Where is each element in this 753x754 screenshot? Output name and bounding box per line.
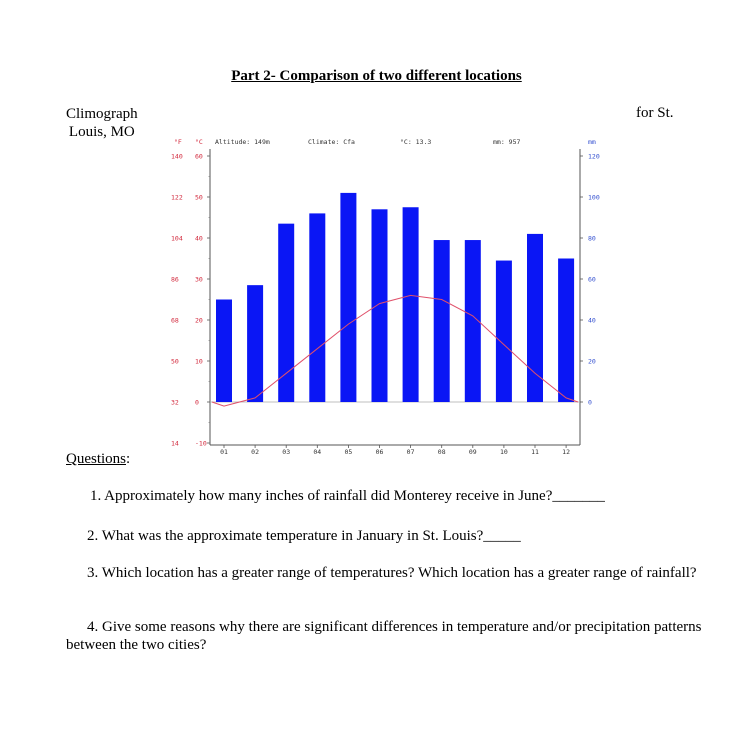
climograph-caption-right: for St.: [636, 105, 674, 121]
precip-bar-08: [434, 240, 450, 402]
x-tick-label: 02: [251, 448, 260, 456]
precip-bar-06: [372, 209, 388, 402]
x-tick-label: 04: [313, 448, 322, 456]
tick-label-mm: 120: [588, 152, 600, 161]
x-tick-label: 07: [406, 448, 415, 456]
question-3: 3. Which location has a greater range of temperatures? Which location has a greater range of rainfall?: [87, 565, 697, 581]
unit-f-label: °F: [174, 138, 182, 146]
tick-label-c: 50: [195, 193, 203, 202]
climate-label: Climate: Cfa: [308, 138, 355, 146]
precip-bar-03: [278, 224, 294, 402]
chart-axes: [210, 149, 580, 445]
precipitation-bars: [216, 193, 574, 402]
precip-bar-07: [403, 207, 419, 402]
tick-label-c: 60: [195, 152, 203, 161]
questions-heading: [66, 451, 130, 468]
tick-label-c: -10: [195, 439, 207, 448]
temperature-line: [212, 295, 578, 406]
x-tick-label: 05: [344, 448, 353, 456]
chart-header: [174, 138, 596, 146]
tick-label-c: 30: [195, 275, 203, 284]
precip-bar-02: [247, 285, 263, 402]
tick-label-c: 20: [195, 316, 203, 325]
unit-mm-label: mm: [588, 138, 596, 146]
tick-label-mm: 100: [588, 193, 600, 202]
precip-bar-10: [496, 261, 512, 402]
x-tick-label: 12: [562, 448, 571, 456]
tick-label-mm: 60: [588, 275, 596, 284]
tick-label-mm: 40: [588, 316, 596, 325]
climograph-chart: [160, 134, 610, 459]
climograph-caption-line1: Climograph: [66, 106, 138, 122]
altitude-label: Altitude: 149m: [215, 138, 270, 146]
x-tick-label: 11: [531, 448, 539, 456]
tick-label-f: 122: [171, 193, 183, 202]
x-tick-label: 10: [499, 448, 508, 456]
questions-heading-colon: :: [126, 451, 131, 467]
tick-label-mm: 0: [588, 398, 592, 407]
unit-c-label: °C: [195, 138, 203, 146]
document-title: Part 2- Comparison of two different locations: [231, 68, 522, 84]
x-tick-label: 03: [282, 448, 291, 456]
question-1: 1. Approximately how many inches of rainfall did Monterey receive in June?_______: [90, 488, 605, 504]
x-axis-labels: [220, 445, 570, 456]
precip-bar-11: [527, 234, 543, 402]
question-4: 4. Give some reasons why there are significant differences in temperature and/or precipitation patterns between the two cities?: [66, 619, 702, 653]
question-2: 2. What was the approximate temperature in January in St. Louis?_____: [87, 528, 521, 544]
x-tick-label: 01: [220, 448, 228, 456]
tick-label-c: 10: [195, 357, 203, 366]
tick-label-f: 86: [171, 275, 179, 284]
climograph-caption-line2: Louis, MO: [68, 124, 135, 140]
precip-bar-01: [216, 300, 232, 403]
tick-label-f: 140: [171, 152, 183, 161]
tick-label-f: 104: [171, 234, 183, 243]
tick-label-f: 68: [171, 316, 179, 325]
precip-bar-05: [340, 193, 356, 402]
precip-bar-04: [309, 213, 325, 402]
climograph-caption-left: [66, 105, 138, 141]
precip-label: mm: 957: [493, 138, 521, 146]
questions-heading-text: Questions: [66, 451, 126, 467]
tick-label-c: 40: [195, 234, 203, 243]
tick-label-mm: 20: [588, 357, 596, 366]
tick-label-f: 14: [171, 439, 179, 448]
tick-label-mm: 80: [588, 234, 596, 243]
tick-label-f: 32: [171, 398, 179, 407]
x-tick-label: 08: [437, 448, 446, 456]
tick-label-c: 0: [195, 398, 199, 407]
precip-bar-12: [558, 259, 574, 403]
x-tick-label: 09: [468, 448, 477, 456]
avg-temp-label: °C: 13.3: [400, 138, 432, 146]
tick-label-f: 50: [171, 357, 179, 366]
x-tick-label: 06: [375, 448, 384, 456]
